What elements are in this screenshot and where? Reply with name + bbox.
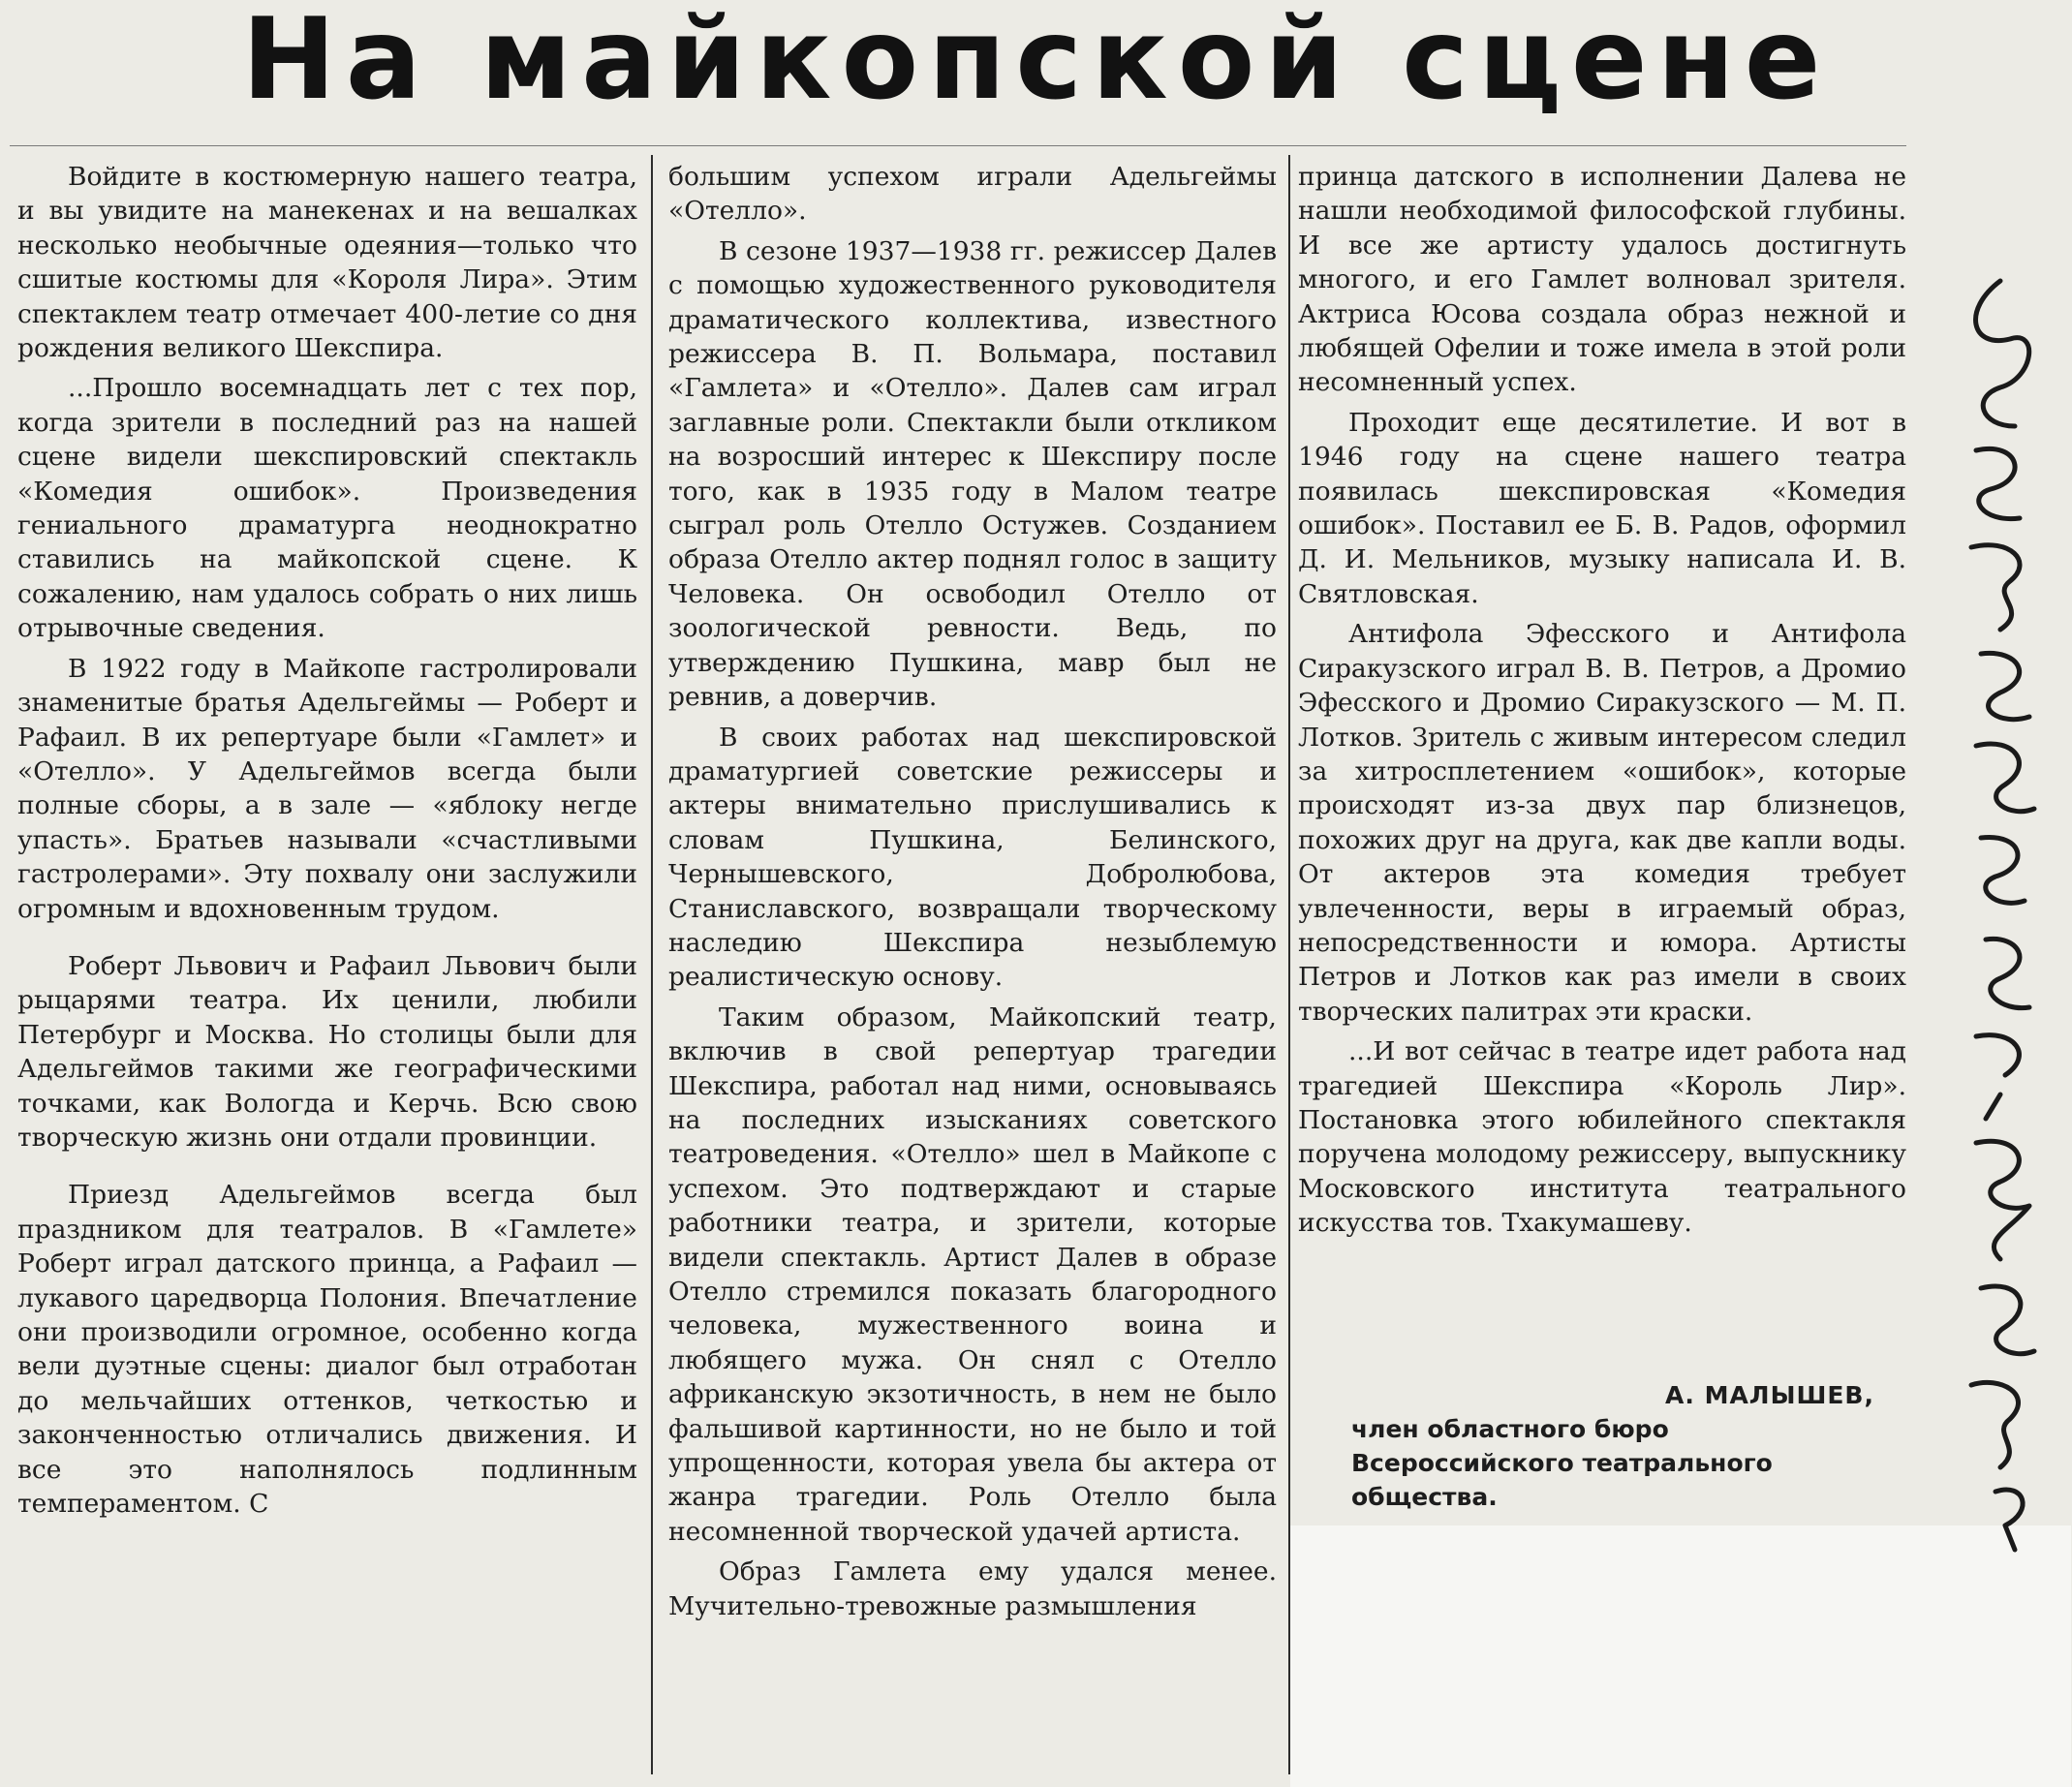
paragraph: Приезд Адельгеймов всегда был праздником для театралов. В «Гамлете» Роберт играл датского принца, а Рафаил — лукавого царедворца Полония. Впечатление они производили огромное, особенно когда вели дуэтные сцены: диалог был отработан до мельчайших оттенков, четкостью и законченностью отличались движения. И все это наполнялось подлинным темпераментом. С: [17, 1180, 637, 1520]
paragraph: В сезоне 1937—1938 гг. режиссер Далев с помощью художественного руководителя драматического коллектива, известного режиссера В. П. Вольмара, поставил «Гамлета» и «Отелло». Далев сам играл заглавные роли. Спектакли были откликом на возросший интерес к Шекспиру после того, как в 1935 году в Малом театре сыграл роль Отелло Остужев. Созданием образа Отелло актер поднял голос в защиту Человека. Он освободил Отелло от зоологической ревности. Ведь, по утверждению Пушкина, мавр был не ревнив, а доверчив.: [668, 235, 1277, 713]
article-column-1: [17, 160, 637, 1782]
article-column-3: [1298, 160, 1906, 1525]
handwriting-scrawl-icon: [1942, 271, 2058, 1559]
paragraph: ...Прошло восемнадцать лет с тех пор, когда зрители в последний раз на нашей сцене видели шекспировский спектакль «Комедия ошибок». Произведения гениального драматурга неоднократно ставились на майкопской сцене. К сожалению, нам удалось собрать о них лишь отрывочные сведения.: [17, 373, 637, 644]
paragraph: Проходит еще десятилетие. И вот в 1946 году на сцене нашего театра появилась шекспировская «Комедия ошибок». Поставил ее Б. В. Радов, оформил Д. И. Мельников, музыку написала И. В. Святловская.: [1298, 407, 1906, 609]
author-signature-block: [1351, 1378, 1894, 1514]
paragraph: В 1922 году в Майкопе гастролировали знаменитые братья Адельгеймы — Роберт и Рафаил. В их репертуаре были «Гамлет» и «Отелло». У Адельгеймов всегда были полные сборы, а в зале — «яблоку негде упасть». Братьев называли «счастливыми гастролерами». Эту похвалу они заслужили огромным и вдохновенным трудом.: [17, 653, 637, 924]
paragraph: ...И вот сейчас в театре идет работа над трагедией Шекспира «Король Лир». Постановка этого юбилейного спектакля поручена молодому режиссеру, выпускнику Московского института театрального искусства тов. Тхакумашеву.: [1298, 1036, 1906, 1239]
article-column-2: [668, 160, 1277, 1782]
torn-paper-edge: [1290, 1525, 2071, 1787]
paragraph: Образ Гамлета ему удался менее. Мучительно-тревожные размышления: [668, 1556, 1277, 1621]
paragraph: Антифола Эфесского и Антифола Сиракузского играл В. В. Петров, а Дромио Эфесского и Дромио Сиракузского — М. П. Лотков. Зритель с живым интересом следил за хитросплетением «ошибок», которые происходят из-за двух пар близнецов, похожих друг на друга, как две капли воды. От актеров эта комедия требует увлеченности, веры в играемый образ, непосредственности и юмора. Артисты Петров и Лотков как раз имели в своих творческих палитрах эти краски.: [1298, 619, 1906, 1027]
column-divider-1: [651, 155, 653, 1774]
paragraph: Роберт Львович и Рафаил Львович были рыцарями театра. Их ценили, любили Петербург и Москва. Но столицы были для Адельгеймов такими же географическими точками, как Вологда и Керчь. Всю свою творческую жизнь они отдали провинции.: [17, 950, 637, 1153]
author-role: член областного бюро Всероссийского театрального общества.: [1351, 1415, 1773, 1511]
headline-rule: [10, 145, 1906, 146]
paragraph: принца датского в исполнении Далева не нашли необходимой философской глубины. И все же артисту удалось достигнуть многого, и его Гамлет волновал зрителя. Актриса Юсова создала образ нежной и любящей Офелии и тоже имела в этой роли несомненный успех.: [1298, 162, 1906, 398]
paragraph: Таким образом, Майкопский театр, включив в свой репертуар трагедии Шекспира, работал над ними, основываясь на последних изысканиях советского театроведения. «Отелло» шел в Майкопе с успехом. Это подтверждают и старые работники театра, и зрители, которые видели спектакль. Артист Далев в образе Отелло стремился показать благородного человека, мужественного воина и любящего мужа. Он снял с Отелло африканскую экзотичность, в нем не было фальшивой картинности, но не было и той упрощенности, которая увела бы актера от жанра трагедии. Роль Отелло была несомненной творческой удачей артиста.: [668, 1001, 1277, 1547]
handwritten-source-note: [1942, 271, 2058, 1559]
paragraph: большим успехом играли Адельгеймы «Отелло».: [668, 162, 1277, 227]
author-name: А. МАЛЫШЕВ,: [1665, 1381, 1874, 1409]
paragraph: В своих работах над шекспировской драматургией советские режиссеры и актеры внимательно прислушивались к словам Пушкина, Белинского, Чернышевского, Добролюбова, Станиславского, возвращали творческому наследию Шекспира незыблемую реалистическую основу.: [668, 722, 1277, 993]
paragraph: Войдите в костюмерную нашего театра, и вы увидите на манекенах и на вешалках несколько необычные одеяния—только что сшитые костюмы для «Короля Лира». Этим спектаклем театр отмечает 400-летие со дня рождения великого Шекспира.: [17, 162, 637, 364]
article-headline: На майкопской сцене: [241, 0, 1831, 125]
